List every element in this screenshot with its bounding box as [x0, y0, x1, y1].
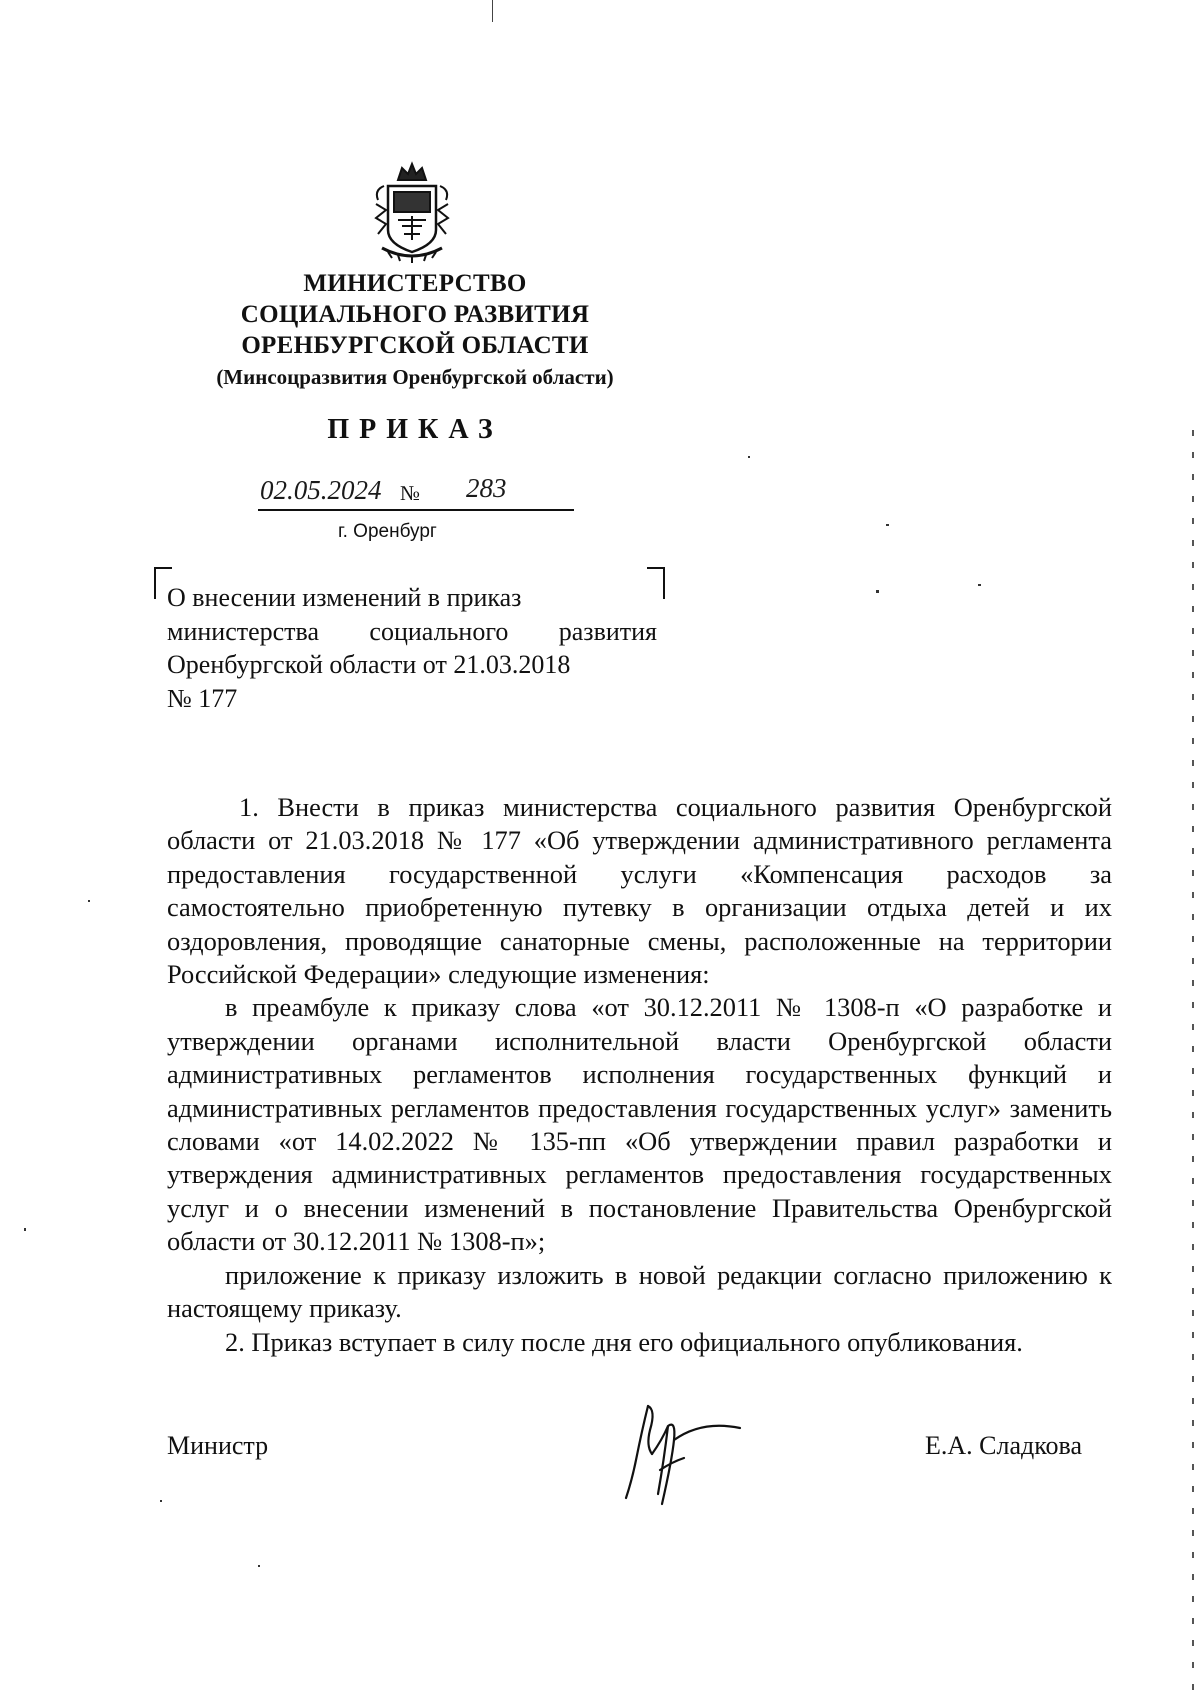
handwritten-signature-icon [612, 1400, 752, 1510]
scan-speckle [24, 1228, 26, 1231]
coat-of-arms-icon [368, 160, 456, 264]
ministry-header [150, 268, 680, 390]
order-subject [167, 581, 657, 715]
handwritten-number: 283 [466, 473, 507, 503]
date-number-line [258, 475, 574, 511]
scan-speckle [978, 584, 981, 586]
scan-speckle [876, 590, 879, 593]
scan-speckle [1192, 430, 1194, 1690]
scan-speckle [886, 524, 889, 526]
subject-line1: О внесении изменений в приказ [167, 583, 522, 612]
ministry-name-line2: СОЦИАЛЬНОГО РАЗВИТИЯ [240, 301, 590, 328]
signatory-position: Министр [167, 1431, 269, 1460]
scan-speckle [160, 1500, 162, 1502]
ministry-short-name: (Минсоцразвития Оренбургской области) [216, 365, 614, 389]
scan-speckle [748, 456, 750, 458]
scan-speckle [258, 1565, 260, 1567]
paragraph-2: в преамбуле к приказу слова «от 30.12.2011 № 1308-п «О разработке и утверждении органами исполнительной власти Оренбургской области административных регламентов исполнения государственных функций и административных регламентов предоставления государственных услуг» заменить словами «от 14.02.2022 № 135-пп «Об утверждении правил разработки и утверждения административных регламентов предоставления государственных услуг и о внесении изменений в постановление Правительства Оренбургской области от 30.12.2011 № 1308-п»; [167, 992, 1112, 1257]
scan-mark [492, 0, 493, 22]
city: г. Оренбург [338, 521, 437, 542]
number-label: № [400, 481, 421, 505]
paragraph-3: приложение к приказу изложить в новой редакции согласно приложению к настоящему приказу. [167, 1259, 1112, 1324]
paragraph-1: 1. Внести в приказ министерства социального развития Оренбургской области от 21.03.2018 № 177 «Об утверждении административного регламента предоставления государственной услуги «Компенсация расходов за самостоятельно приобретенную путевку в организации отдыха детей и их оздоровления, проводящие санаторные смены, расположенные на территории Российской Федерации» следующие изменения: [167, 792, 1112, 990]
date-underline [258, 509, 574, 511]
order-body [167, 791, 1112, 1359]
signatory-name: Е.А. Сладкова [925, 1431, 1083, 1460]
ministry-name-line3: ОРЕНБУРГСКОЙ ОБЛАСТИ [241, 332, 589, 359]
document-type: ПРИКАЗ [327, 414, 503, 445]
scan-speckle [88, 900, 90, 902]
subject-line3: Оренбургской области от 21.03.2018 [167, 650, 571, 679]
subject-line4: № 177 [167, 683, 238, 713]
paragraph-4: 2. Приказ вступает в силу после дня его официального опубликования. [225, 1326, 1023, 1357]
handwritten-date: 02.05.2024 [260, 475, 382, 505]
ministry-name-line1: МИНИСТЕРСТВО [303, 270, 527, 297]
subject-line2: министерства социального развития [167, 616, 657, 646]
